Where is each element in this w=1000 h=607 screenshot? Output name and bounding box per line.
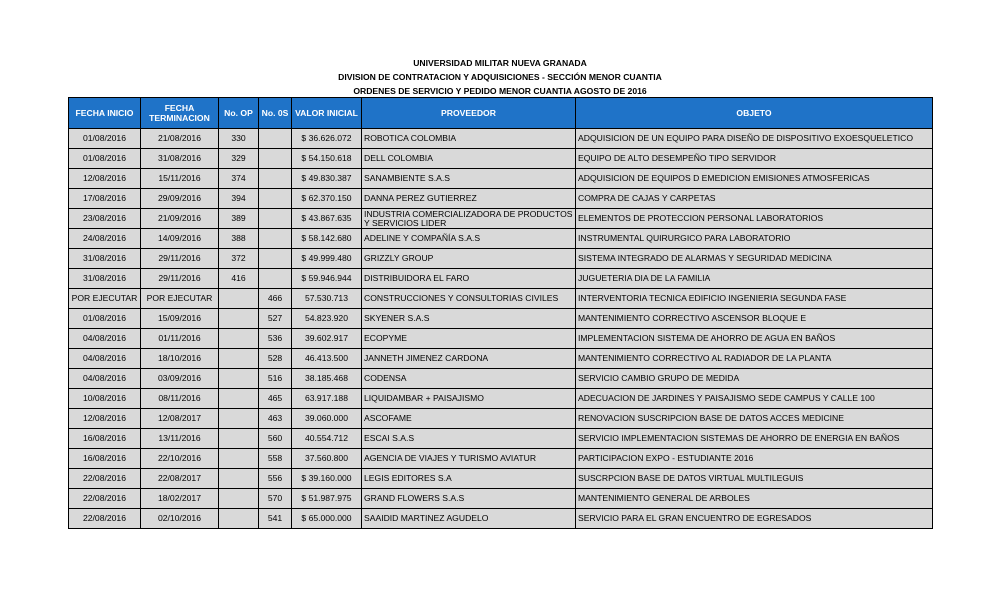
orders-table [68,97,933,529]
cell-fecha-terminacion: 22/10/2016 [141,449,219,469]
cell-no-op [219,449,259,469]
report-title: ORDENES DE SERVICIO Y PEDIDO MENOR CUANTIA AGOSTO DE 2016 [353,86,647,96]
cell-no-os [259,189,292,209]
cell-no-os [259,229,292,249]
cell-objeto: ADQUISICION DE EQUIPOS D EMEDICION EMISIONES ATMOSFERICAS [576,169,933,189]
cell-valor-inicial: 39.602.917 [292,329,362,349]
cell-fecha-inicio: POR EJECUTAR [69,289,141,309]
cell-no-os [259,269,292,289]
cell-fecha-inicio: 04/08/2016 [69,349,141,369]
table-row [69,269,933,289]
cell-proveedor: CONSTRUCCIONES Y CONSULTORIAS CIVILES [362,289,576,309]
cell-valor-inicial: 40.554.712 [292,429,362,449]
cell-fecha-inicio: 31/08/2016 [69,269,141,289]
cell-objeto: INTERVENTORIA TECNICA EDIFICIO INGENIERIA SEGUNDA FASE [576,289,933,309]
cell-fecha-inicio: 12/08/2016 [69,409,141,429]
cell-fecha-terminacion: 12/08/2017 [141,409,219,429]
cell-objeto: INSTRUMENTAL QUIRURGICO PARA LABORATORIO [576,229,933,249]
cell-valor-inicial: $ 43.867.635 [292,209,362,229]
cell-no-os: 466 [259,289,292,309]
cell-fecha-inicio: 04/08/2016 [69,329,141,349]
cell-objeto: SERVICIO IMPLEMENTACION SISTEMAS DE AHORRO DE ENERGIA EN BAÑOS [576,429,933,449]
cell-proveedor: DANNA PEREZ GUTIERREZ [362,189,576,209]
cell-no-op [219,329,259,349]
cell-fecha-inicio: 16/08/2016 [69,449,141,469]
cell-no-os: 516 [259,369,292,389]
cell-no-op [219,469,259,489]
cell-valor-inicial: 39.060.000 [292,409,362,429]
cell-fecha-inicio: 01/08/2016 [69,309,141,329]
cell-no-op [219,509,259,529]
col-valor-inicial: VALOR INICIAL [292,98,362,129]
cell-fecha-inicio: 04/08/2016 [69,369,141,389]
table-row [69,469,933,489]
cell-fecha-terminacion: 29/11/2016 [141,249,219,269]
cell-proveedor: LIQUIDAMBAR + PAISAJISMO [362,389,576,409]
cell-no-os [259,169,292,189]
cell-no-op: 389 [219,209,259,229]
cell-no-op: 372 [219,249,259,269]
cell-objeto: PARTICIPACION EXPO - ESTUDIANTE 2016 [576,449,933,469]
cell-valor-inicial: 38.185.468 [292,369,362,389]
cell-no-os [259,249,292,269]
cell-fecha-terminacion: 21/09/2016 [141,209,219,229]
table-row [69,369,933,389]
cell-valor-inicial: $ 54.150.618 [292,149,362,169]
cell-no-op [219,409,259,429]
cell-objeto: ADQUISICION DE UN EQUIPO PARA DISEÑO DE DISPOSITIVO EXOESQUELETICO [576,129,933,149]
cell-fecha-inicio: 31/08/2016 [69,249,141,269]
cell-objeto: MANTENIMIENTO CORRECTIVO AL RADIADOR DE LA PLANTA [576,349,933,369]
cell-fecha-inicio: 22/08/2016 [69,489,141,509]
table-body [69,129,933,529]
cell-no-os: 570 [259,489,292,509]
cell-objeto: ELEMENTOS DE PROTECCION PERSONAL LABORATORIOS [576,209,933,229]
cell-proveedor: ECOPYME [362,329,576,349]
cell-no-os: 465 [259,389,292,409]
cell-no-op: 416 [219,269,259,289]
cell-no-os: 527 [259,309,292,329]
cell-valor-inicial: $ 59.946.944 [292,269,362,289]
cell-objeto: COMPRA DE CAJAS Y CARPETAS [576,189,933,209]
cell-no-os: 463 [259,409,292,429]
table-row [69,229,933,249]
cell-objeto: SUSCRPCION BASE DE DATOS VIRTUAL MULTILEGUIS [576,469,933,489]
table-row [69,129,933,149]
table-row [69,349,933,369]
col-fecha-inicio: FECHA INICIO [69,98,141,129]
cell-proveedor: ASCOFAME [362,409,576,429]
table-row [69,489,933,509]
table-row [69,409,933,429]
cell-no-os: 558 [259,449,292,469]
cell-proveedor: CODENSA [362,369,576,389]
cell-proveedor: INDUSTRIA COMERCIALIZADORA DE PRODUCTOS Y SERVICIOS LIDER [362,209,576,229]
cell-proveedor: GRIZZLY GROUP [362,249,576,269]
cell-objeto: JUGUETERIA DIA DE LA FAMILIA [576,269,933,289]
cell-no-os: 541 [259,509,292,529]
cell-proveedor: ADELINE Y COMPAÑÍA S.A.S [362,229,576,249]
table-row [69,149,933,169]
col-no-op: No. OP [219,98,259,129]
cell-fecha-inicio: 24/08/2016 [69,229,141,249]
cell-valor-inicial: $ 36.626.072 [292,129,362,149]
table-row [69,449,933,469]
cell-objeto: MANTENIMIENTO GENERAL DE ARBOLES [576,489,933,509]
cell-objeto: MANTENIMIENTO CORRECTIVO ASCENSOR BLOQUE E [576,309,933,329]
cell-proveedor: JANNETH JIMENEZ CARDONA [362,349,576,369]
cell-objeto: SERVICIO CAMBIO GRUPO DE MEDIDA [576,369,933,389]
cell-no-op: 374 [219,169,259,189]
cell-no-op [219,289,259,309]
cell-fecha-terminacion: 22/08/2017 [141,469,219,489]
cell-fecha-inicio: 12/08/2016 [69,169,141,189]
cell-proveedor: AGENCIA DE VIAJES Y TURISMO AVIATUR [362,449,576,469]
cell-fecha-terminacion: 18/10/2016 [141,349,219,369]
cell-fecha-terminacion: 01/11/2016 [141,329,219,349]
cell-no-os [259,129,292,149]
cell-no-os: 560 [259,429,292,449]
cell-valor-inicial: $ 58.142.680 [292,229,362,249]
cell-no-os [259,209,292,229]
cell-valor-inicial: $ 49.830.387 [292,169,362,189]
document-header [0,56,1000,98]
cell-no-op [219,369,259,389]
table-row [69,189,933,209]
cell-fecha-inicio: 17/08/2016 [69,189,141,209]
table-row [69,509,933,529]
cell-fecha-terminacion: 29/11/2016 [141,269,219,289]
cell-fecha-terminacion: 13/11/2016 [141,429,219,449]
cell-valor-inicial: 63.917.188 [292,389,362,409]
cell-fecha-terminacion: 31/08/2016 [141,149,219,169]
cell-fecha-terminacion: 03/09/2016 [141,369,219,389]
cell-fecha-terminacion: 15/11/2016 [141,169,219,189]
cell-valor-inicial: $ 65.000.000 [292,509,362,529]
cell-fecha-terminacion: 08/11/2016 [141,389,219,409]
cell-valor-inicial: $ 62.370.150 [292,189,362,209]
cell-fecha-terminacion: 18/02/2017 [141,489,219,509]
cell-proveedor: SKYENER S.A.S [362,309,576,329]
cell-fecha-terminacion: 15/09/2016 [141,309,219,329]
table-row [69,169,933,189]
col-objeto: OBJETO [576,98,933,129]
cell-valor-inicial: $ 49.999.480 [292,249,362,269]
table-row [69,389,933,409]
col-proveedor: PROVEEDOR [362,98,576,129]
cell-no-op: 329 [219,149,259,169]
cell-fecha-terminacion: POR EJECUTAR [141,289,219,309]
cell-valor-inicial: $ 39.160.000 [292,469,362,489]
cell-fecha-terminacion: 29/09/2016 [141,189,219,209]
cell-no-op: 388 [219,229,259,249]
cell-fecha-inicio: 01/08/2016 [69,129,141,149]
cell-proveedor: GRAND FLOWERS S.A.S [362,489,576,509]
cell-fecha-terminacion: 02/10/2016 [141,509,219,529]
cell-objeto: SISTEMA INTEGRADO DE ALARMAS Y SEGURIDAD MEDICINA [576,249,933,269]
cell-no-os [259,149,292,169]
table-row [69,209,933,229]
cell-objeto: RENOVACION SUSCRIPCION BASE DE DATOS ACCES MEDICINE [576,409,933,429]
cell-proveedor: SAAIDID MARTINEZ AGUDELO [362,509,576,529]
cell-fecha-terminacion: 21/08/2016 [141,129,219,149]
cell-proveedor: DISTRIBUIDORA EL FARO [362,269,576,289]
col-fecha-terminacion: FECHA TERMINACION [141,98,219,129]
cell-no-op [219,349,259,369]
cell-proveedor: DELL COLOMBIA [362,149,576,169]
cell-objeto: EQUIPO DE ALTO DESEMPEÑO TIPO SERVIDOR [576,149,933,169]
university-title: UNIVERSIDAD MILITAR NUEVA GRANADA [413,58,587,68]
cell-fecha-inicio: 23/08/2016 [69,209,141,229]
table-row [69,309,933,329]
cell-no-op [219,489,259,509]
cell-no-op: 394 [219,189,259,209]
cell-proveedor: ROBOTICA COLOMBIA [362,129,576,149]
cell-fecha-inicio: 16/08/2016 [69,429,141,449]
cell-no-os: 536 [259,329,292,349]
col-no-os: No. 0S [259,98,292,129]
cell-valor-inicial: 46.413.500 [292,349,362,369]
cell-no-os: 556 [259,469,292,489]
cell-proveedor: SANAMBIENTE S.A.S [362,169,576,189]
cell-proveedor: LEGIS EDITORES S.A [362,469,576,489]
cell-objeto: SERVICIO PARA EL GRAN ENCUENTRO DE EGRESADOS [576,509,933,529]
table-row [69,429,933,449]
cell-fecha-inicio: 22/08/2016 [69,469,141,489]
cell-proveedor: ESCAI S.A.S [362,429,576,449]
cell-valor-inicial: $ 51.987.975 [292,489,362,509]
cell-valor-inicial: 54.823.920 [292,309,362,329]
cell-no-op: 330 [219,129,259,149]
cell-valor-inicial: 57.530.713 [292,289,362,309]
cell-objeto: ADECUACION DE JARDINES Y PAISAJISMO SEDE CAMPUS Y CALLE 100 [576,389,933,409]
cell-objeto: IMPLEMENTACION SISTEMA DE AHORRO DE AGUA EN BAÑOS [576,329,933,349]
cell-no-os: 528 [259,349,292,369]
table-row [69,289,933,309]
table-row [69,249,933,269]
table-row [69,329,933,349]
cell-no-op [219,429,259,449]
cell-fecha-inicio: 22/08/2016 [69,509,141,529]
cell-valor-inicial: 37.560.800 [292,449,362,469]
division-title: DIVISION DE CONTRATACION Y ADQUISICIONES - SECCIÓN MENOR CUANTIA [338,72,662,82]
cell-fecha-inicio: 10/08/2016 [69,389,141,409]
cell-no-op [219,389,259,409]
cell-fecha-terminacion: 14/09/2016 [141,229,219,249]
cell-fecha-inicio: 01/08/2016 [69,149,141,169]
cell-no-op [219,309,259,329]
table-header-row [69,98,933,129]
